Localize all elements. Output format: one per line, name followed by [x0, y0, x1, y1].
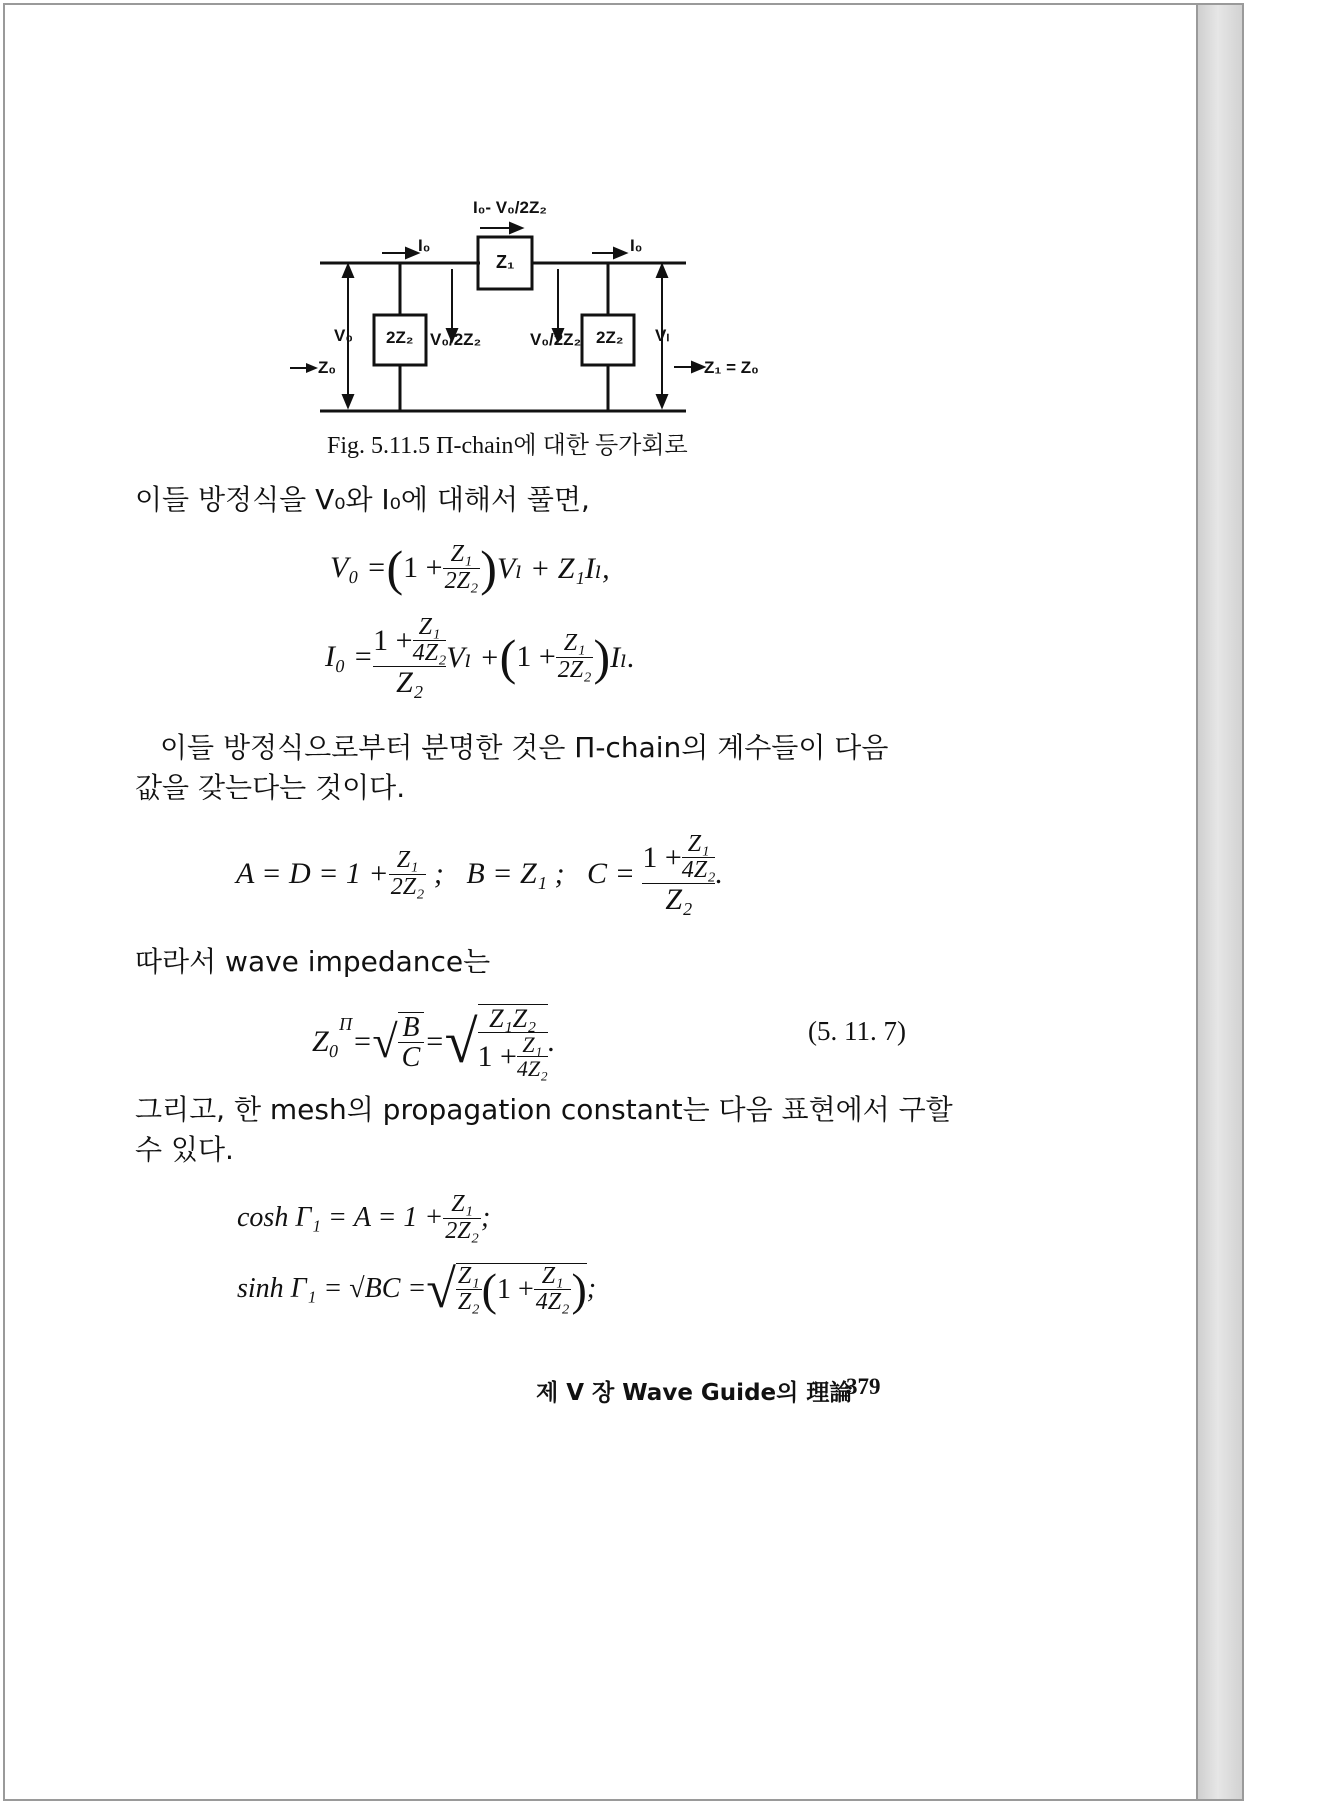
paragraph-2-line-2: 값을 갖는다는 것이다. — [135, 771, 406, 804]
eq3-a-den: 2Z₂ — [390, 873, 425, 900]
eq3-c-den2: Z₂ — [642, 883, 715, 916]
equation-number: (5. 11. 7) — [808, 1016, 906, 1046]
paragraph-3: 따라서 wave impedance는 — [135, 945, 491, 978]
eq6-den: Z₂ — [457, 1289, 480, 1315]
eq4-eq2: = — [424, 1025, 445, 1058]
eq6-one-plus: 1 + — [496, 1273, 534, 1305]
eq4-end: . — [547, 1025, 556, 1058]
pi-chain-circuit — [320, 195, 790, 420]
i0-left-label: I₀ — [418, 236, 431, 255]
figure-caption: Fig. 5.11.5 Π-chain에 대한 등가회로 — [327, 433, 688, 459]
eq2-tail: Iₗ. — [610, 640, 635, 674]
eq6-end: ; — [586, 1273, 597, 1304]
paragraph-1: 이들 방정식을 V₀와 I₀에 대해서 풀면, — [135, 483, 590, 516]
input-arrow — [288, 360, 322, 376]
eq1-frac-den: 2Z₂ — [444, 567, 479, 594]
right-shunt-label: 2Z₂ — [596, 328, 624, 347]
eq2-frac-den: 2Z₂ — [557, 656, 592, 683]
eq3-c-one-plus: 1 + — [642, 841, 682, 874]
equation-v0: V₀ = ( 1 + $\frac{\text{Z₁}}{\text{2Z₂}}$ ) Vₗ + Z₁Iₗ, — [330, 540, 610, 596]
eq5-den: 2Z₂ — [445, 1217, 479, 1244]
equation-wave-impedance: Z₀ $^\Pi$ = √ $\frac{B}{C}$ = √ Z₁Z₂ 1 + $\frac{\text{Z₁}}{\text{4Z₂}}$ . — [312, 1003, 556, 1082]
eq3-end: . — [715, 857, 723, 890]
eq1-rest: Vₗ + Z₁Iₗ, — [496, 551, 610, 585]
page-number: 379 — [846, 1374, 881, 1399]
v0-2z2-left-label: V₀/2Z₂ — [430, 330, 482, 349]
running-footer-chapter: 제 Ⅴ 장 Wave Guide의 理論 — [536, 1380, 853, 1406]
left-shunt-label: 2Z₂ — [386, 328, 414, 347]
eq4-c: C — [398, 1042, 425, 1072]
eq2-one-plus: 1 + — [516, 640, 556, 673]
page-edge — [1198, 3, 1244, 1801]
zl-output-label: Z₁ = Z₀ — [704, 358, 759, 377]
eq6-lhs: sinh Γ₁ = √BC = — [237, 1273, 427, 1304]
eq2-den: Z₂ — [373, 666, 446, 699]
eq4-sup: Π — [339, 1014, 353, 1034]
eq1-frac-num: Z₁ — [450, 541, 473, 568]
paragraph-4-line-2: 수 있다. — [135, 1133, 234, 1166]
eq3-part-b: ; B = Z₁ ; C = — [426, 857, 643, 890]
z0-input-label: Z₀ — [318, 358, 337, 377]
eq3-a-num: Z₁ — [396, 847, 419, 874]
eq4-den-num: Z₁ — [522, 1032, 543, 1058]
eq5-lhs: cosh Γ₁ = A = 1 + — [237, 1202, 444, 1233]
v0-2z2-right-label: V₀/2Z₂ — [530, 330, 582, 349]
equation-coefficients — [236, 826, 723, 922]
eq6-inner-num: Z₁ — [541, 1262, 564, 1289]
eq2-top-num: Z₁ — [418, 614, 441, 641]
v0-label: V₀ — [334, 326, 354, 345]
equation-cosh — [237, 1188, 490, 1248]
eq3-c-num: Z₁ — [687, 831, 710, 858]
eq4-b: B — [402, 1011, 420, 1043]
eq4-den-one-plus: 1 + — [477, 1039, 517, 1073]
eq2-mid: Vₗ + — [446, 640, 500, 674]
paragraph-4-line-1: 그리고, 한 mesh의 propagation constant는 다음 표현에서 구할 — [135, 1093, 953, 1126]
eq4-num: Z₁Z₂ — [489, 1003, 537, 1033]
eq2-top-den: 4Z₂ — [412, 640, 447, 667]
eq5-end: ; — [480, 1202, 491, 1233]
equation-i0: I₀ = 1 + $\frac{\text{Z₁}}{\text{4Z₂}}$ Z₂ Vₗ + ( 1 + $\frac{\text{Z₁}}{\text{2Z₂}}$ ) Iₗ. — [325, 614, 635, 700]
eq4-lhs: Z₀ — [312, 1025, 340, 1058]
eq3-part-a: A = D = 1 + — [236, 857, 389, 890]
eq2-lhs: I₀ = — [325, 640, 374, 673]
eq6-num: Z₁ — [457, 1262, 480, 1289]
eq1-lhs: V₀ = — [330, 551, 387, 584]
eq4-den-den: 4Z₂ — [516, 1056, 548, 1082]
vl-label: Vₗ — [655, 326, 670, 345]
eq5-num: Z₁ — [451, 1191, 473, 1218]
series-current-label: I₀- V₀/2Z₂ — [473, 198, 547, 217]
z1-box-label: Z₁ — [496, 252, 515, 272]
eq4-eq: = — [352, 1025, 373, 1058]
eq6-inner-den: 4Z₂ — [535, 1289, 570, 1315]
eq1-one-plus: 1 + — [403, 551, 443, 584]
paragraph-2-line-1: 이들 방정식으로부터 분명한 것은 Π-chain의 계수들이 다음 — [160, 731, 889, 764]
equation-sinh: sinh Γ₁ = √BC = √ $\frac{\text{Z₁}}{\text{Z₂}}$ ( 1 + $\frac{\text{Z₁}}{\text{4Z₂}}$ ) ; — [237, 1259, 597, 1319]
eq2-top-one-plus: 1 + — [373, 624, 413, 657]
i0-right-label: I₀ — [630, 236, 643, 255]
eq2-frac-num: Z₁ — [563, 630, 586, 657]
eq3-c-den: 4Z₂ — [681, 857, 716, 884]
